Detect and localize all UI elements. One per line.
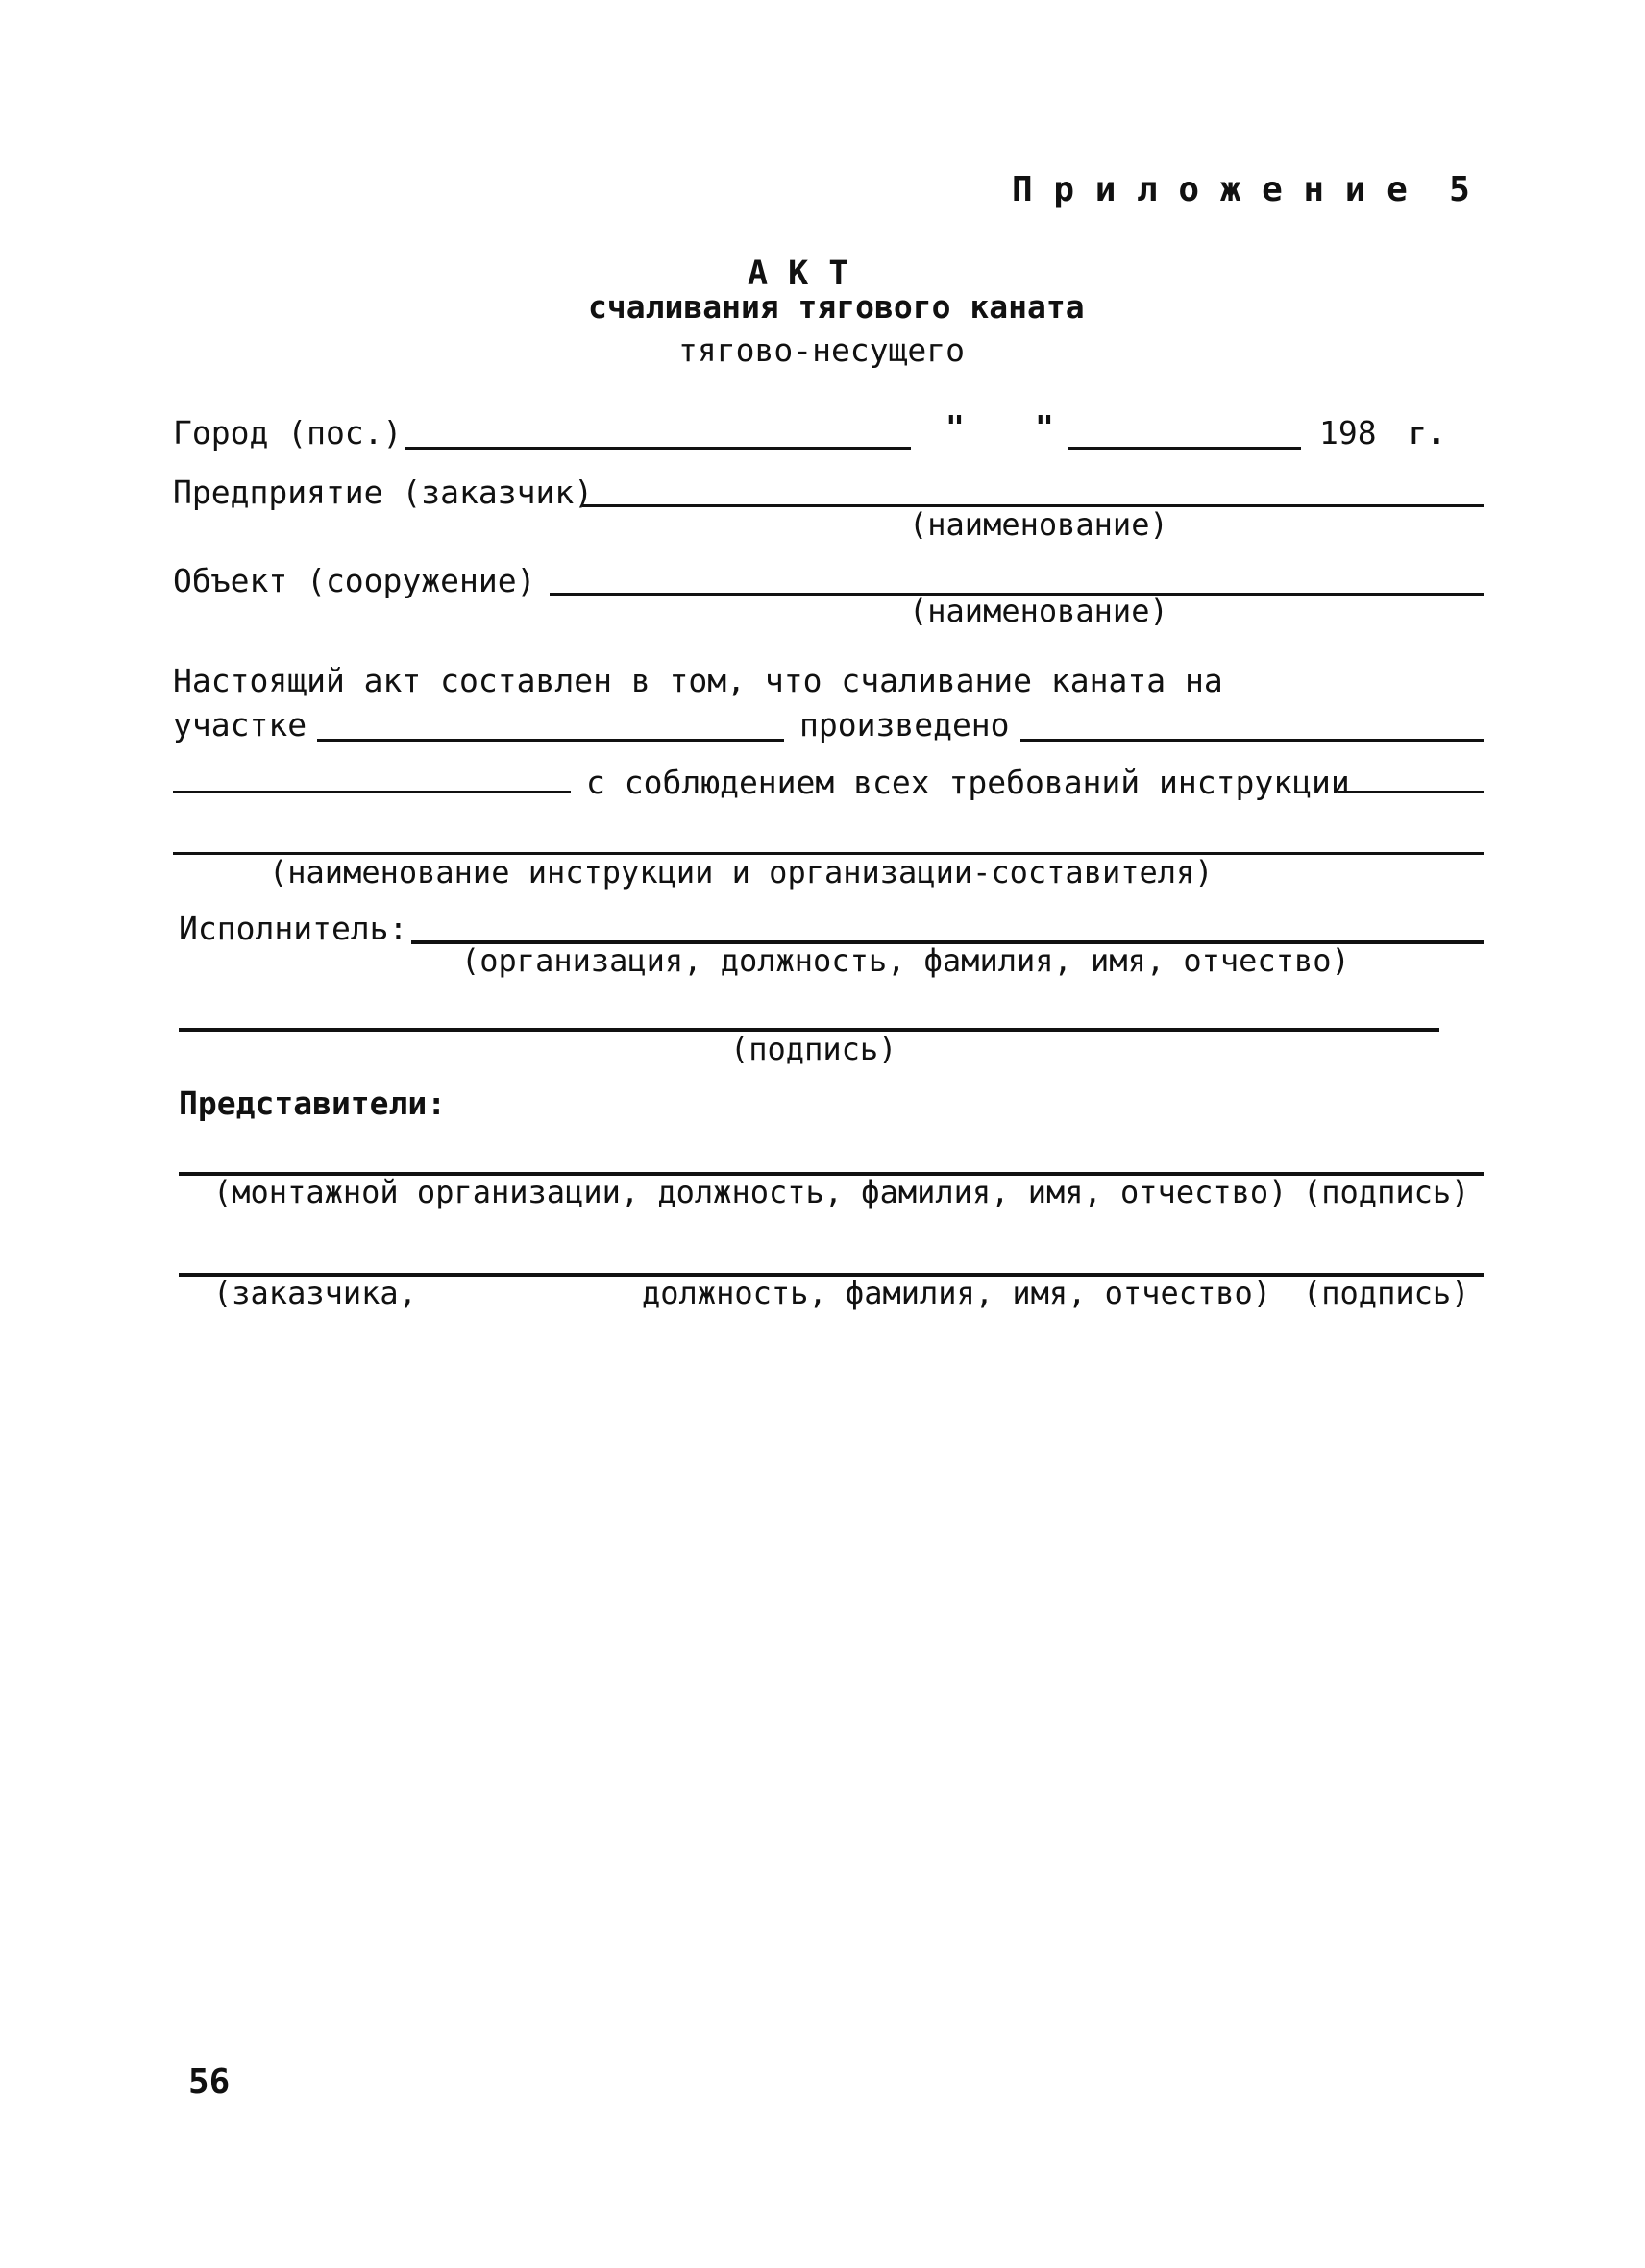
installer-caption: (монтажной организации, должность, фамилия, имя, отчество) [213, 1174, 1288, 1210]
compliance-field-line-left[interactable] [173, 791, 571, 793]
date-field-line[interactable] [1068, 447, 1301, 450]
performed-label: произведено [799, 706, 1010, 744]
statement-line: Настоящий акт составлен в том, что счаливание каната на [173, 662, 1223, 699]
instruction-caption: (наименование инструкции и организации-составителя) [269, 854, 1214, 890]
executor-label: Исполнитель: [179, 910, 408, 947]
performed-field-line[interactable] [1020, 739, 1484, 742]
compliance-field-line-right[interactable] [1338, 791, 1484, 793]
city-field-line[interactable] [405, 447, 911, 450]
date-quote-close: " [1035, 408, 1054, 446]
enterprise-label: Предприятие (заказчик) [173, 474, 594, 511]
appendix-label: П р и л о ж е н и е 5 [1012, 170, 1470, 209]
compliance-text: с соблюдением всех требований инструкции [586, 764, 1350, 801]
section-label: участке [173, 706, 307, 744]
year-suffix: г. [1408, 414, 1446, 451]
installer-signature-caption: (подпись) [1303, 1174, 1470, 1210]
act-subtitle-variant: тягово-несущего [678, 331, 966, 369]
section-field-line[interactable] [317, 739, 784, 742]
act-subtitle: счаливания тягового каната [588, 288, 1085, 326]
customer-signature-caption: (подпись) [1303, 1275, 1470, 1311]
executor-signature-caption: (подпись) [730, 1031, 897, 1067]
date-quote-open: " [945, 408, 965, 446]
year-label: 198 [1319, 414, 1377, 451]
executor-caption: (организация, должность, фамилия, имя, отчество) [461, 942, 1350, 979]
customer-caption-left: (заказчика, [213, 1275, 417, 1311]
act-title: А К Т [748, 255, 849, 293]
object-label: Объект (сооружение) [173, 562, 536, 599]
object-caption: (наименование) [909, 593, 1168, 629]
enterprise-caption: (наименование) [909, 506, 1168, 543]
city-label: Город (пос.) [173, 414, 403, 451]
page-number: 56 [188, 2062, 231, 2102]
representatives-heading: Представители: [179, 1085, 447, 1122]
customer-caption-right: должность, фамилия, имя, отчество) [642, 1275, 1272, 1311]
